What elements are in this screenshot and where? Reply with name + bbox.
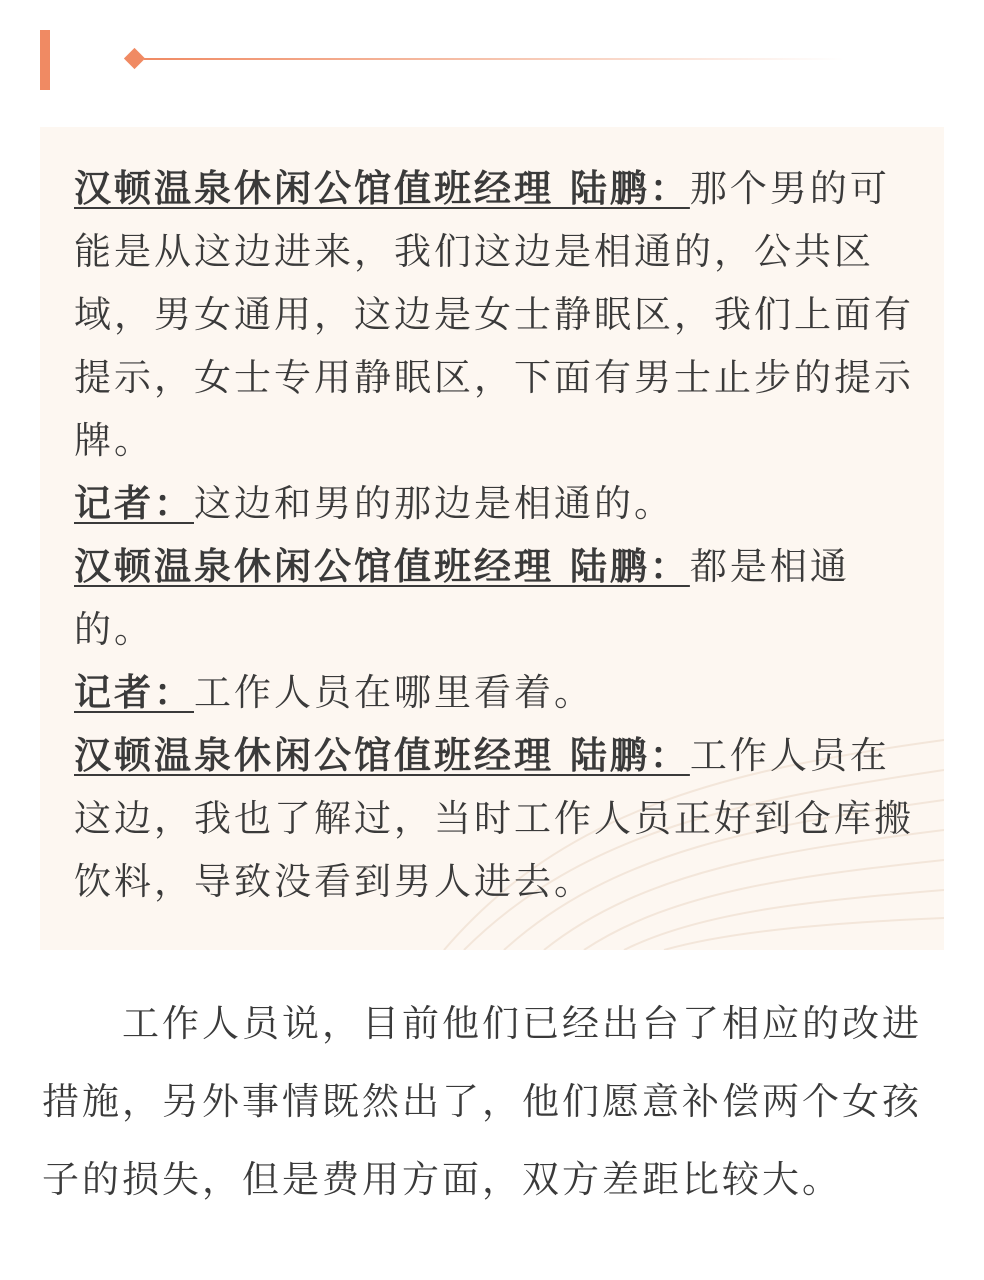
- dialogue-text: [74, 157, 914, 913]
- dialogue-line: [74, 535, 914, 661]
- dialogue-content: 这边和男的那边是相通的。: [194, 482, 674, 525]
- dialogue-content: 都是相通的。: [74, 545, 850, 651]
- speaker-label: 汉顿温泉休闲公馆值班经理 陆鹏：: [74, 734, 690, 777]
- speaker-label: 汉顿温泉休闲公馆值班经理 陆鹏：: [74, 545, 690, 588]
- dialogue-content: 工作人员在哪里看着。: [194, 671, 594, 714]
- dialogue-line: [74, 472, 914, 535]
- section-accent-bar: [40, 30, 50, 90]
- speaker-label: 汉顿温泉休闲公馆值班经理 陆鹏：: [74, 167, 690, 210]
- dialogue-content: 那个男的可能是从这边进来，我们这边是相通的，公共区域，男女通用，这边是女士静眠区，我们上面有提示，女士专用静眠区，下面有男士止步的提示牌。: [74, 167, 914, 462]
- dialogue-line: [74, 724, 914, 913]
- dialogue-content: 工作人员在这边，我也了解过，当时工作人员正好到仓库搬饮料，导致没看到男人进去。: [74, 734, 914, 903]
- dialogue-line: [74, 661, 914, 724]
- speaker-label: 记者：: [74, 482, 194, 525]
- section-divider: [124, 48, 844, 70]
- speaker-label: 记者：: [74, 671, 194, 714]
- divider-diamond-icon: [124, 48, 145, 69]
- dialogue-quote-box: [40, 127, 944, 950]
- divider-line: [144, 58, 844, 60]
- dialogue-line: [74, 157, 914, 472]
- body-paragraph: 工作人员说，目前他们已经出台了相应的改进措施，另外事情既然出了，他们愿意补偿两个女孩子的损失，但是费用方面，双方差距比较大。: [42, 1002, 922, 1201]
